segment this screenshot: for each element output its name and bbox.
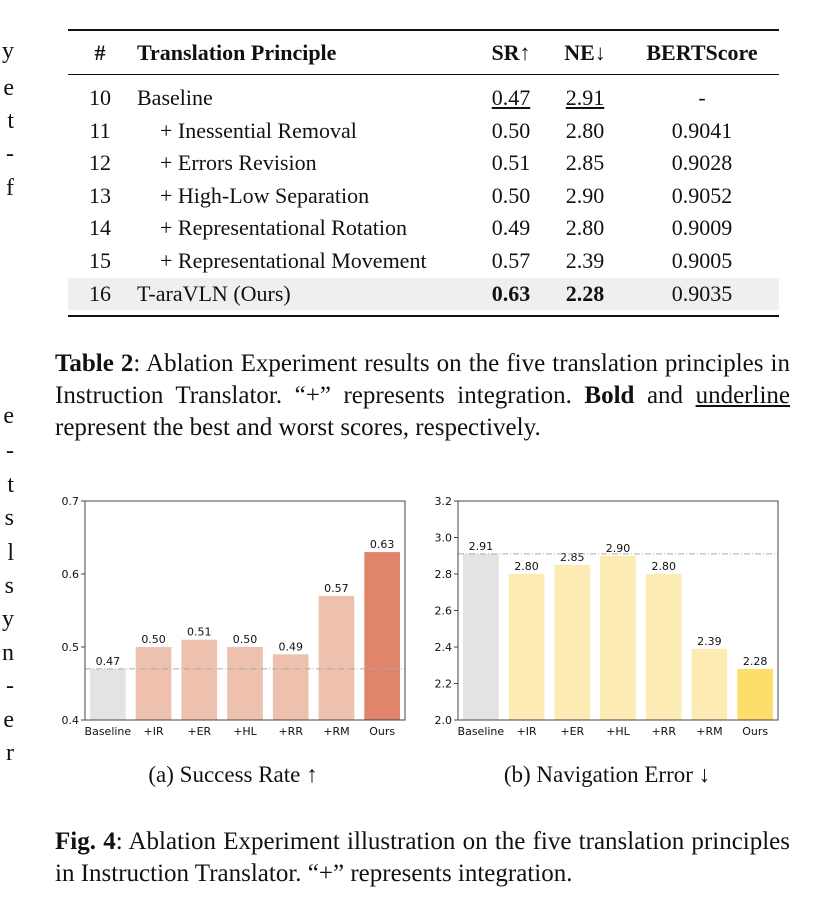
edge-fragment: e: [3, 75, 14, 101]
y-tick-label: 3.2: [434, 495, 452, 508]
bar-value-label: 2.90: [605, 541, 631, 555]
edge-fragment: n: [2, 640, 14, 666]
cell-bert: 0.9052: [671, 182, 733, 208]
edge-fragment: s: [4, 573, 14, 599]
cell-principle: + Errors Revision: [160, 150, 317, 176]
bar-value-label: 2.80: [514, 560, 539, 573]
cell-bert: 0.9035: [671, 280, 733, 306]
y-tick-label: 0.4: [61, 714, 79, 727]
header-bertscore: BERTScore: [646, 40, 758, 65]
cell-sr: 0.50: [491, 182, 531, 208]
edge-fragment: l: [7, 540, 14, 566]
cell-principle: + Representational Rotation: [160, 215, 408, 241]
bar-value-label: 2.28: [742, 654, 768, 668]
bar: [509, 574, 545, 720]
y-tick-label: 2.8: [434, 568, 452, 581]
cell-ne: 2.39: [565, 248, 605, 273]
cell-principle: + Inessential Removal: [160, 117, 357, 143]
cell-bert: -: [698, 85, 706, 110]
x-tick-label: +HL: [233, 725, 257, 738]
table-row: [68, 278, 779, 310]
figure-caption-text: : Ablation Experiment illustration on the five translation principles in Instruction Translator. “+” represents integration.: [55, 828, 791, 887]
edge-fragment: e: [3, 403, 14, 429]
table-bottom-rule: [68, 315, 779, 317]
cell-bert: 0.9028: [671, 150, 733, 176]
table-row: [68, 115, 779, 147]
caption-underline-word: underline: [695, 382, 790, 409]
cell-id: 14: [89, 215, 111, 241]
x-tick-label: Baseline: [457, 725, 505, 738]
x-tick-label: +RR: [278, 725, 303, 738]
x-tick-label: +IR: [143, 725, 164, 738]
bar-value-label: 0.50: [141, 633, 166, 646]
bar-value-label: 0.50: [232, 633, 258, 646]
table-header-rule: [68, 74, 779, 75]
bar-value-label: 2.91: [468, 539, 494, 553]
cell-sr: 0.51: [491, 150, 531, 176]
bar-value-label: 0.63: [369, 538, 395, 552]
y-tick-label: 2.0: [434, 714, 452, 727]
y-tick-label: 2.4: [434, 641, 452, 654]
cell-id: 13: [89, 182, 111, 208]
cell-ne: 2.80: [565, 117, 605, 143]
cell-principle: Baseline: [137, 85, 213, 110]
bar: [364, 552, 400, 720]
x-tick-label: Baseline: [84, 725, 132, 738]
y-tick-label: 0.7: [61, 495, 79, 508]
table-caption: [55, 348, 790, 444]
figure-caption-label: Fig. 4: [55, 828, 116, 855]
cell-sr: 0.47: [491, 85, 531, 110]
bar: [646, 574, 682, 720]
x-tick-label: +ER: [187, 725, 212, 738]
cell-ne: 2.90: [565, 182, 605, 208]
header-principle: Translation Principle: [137, 40, 337, 65]
edge-fragment: s: [4, 505, 14, 531]
table-row: [68, 147, 779, 179]
table-row: [68, 245, 779, 277]
cell-bert: 0.9009: [671, 215, 733, 241]
cell-ne: 2.28: [565, 280, 605, 306]
y-tick-label: 0.5: [61, 641, 79, 654]
cell-sr: 0.50: [491, 117, 531, 143]
bar: [181, 640, 217, 720]
cell-principle: T-araVLN (Ours): [137, 280, 291, 306]
header-ne: NE↓: [564, 40, 606, 65]
y-tick-label: 2.6: [434, 604, 452, 618]
table-caption-label: Table 2: [55, 350, 134, 377]
bar: [227, 647, 263, 720]
caption-bold-word: Bold: [584, 382, 635, 409]
x-tick-label: +RM: [696, 725, 723, 738]
bar-value-label: 0.49: [278, 640, 303, 654]
edge-fragment: t: [7, 108, 14, 134]
bar: [737, 669, 773, 720]
edge-fragment: y: [2, 38, 14, 64]
table-top-rule: [68, 29, 779, 31]
navigation-error-chart: [413, 490, 793, 750]
bar-value-label: 0.47: [95, 654, 121, 668]
figure-caption: [55, 826, 790, 890]
cell-id: 15: [89, 248, 111, 273]
edge-fragment: t: [7, 472, 14, 498]
edge-fragment: f: [6, 175, 14, 201]
table-row: [68, 212, 779, 244]
edge-fragment: -: [6, 673, 14, 699]
bar-value-label: 0.57: [324, 581, 349, 595]
cell-principle: + High-Low Separation: [160, 182, 370, 208]
cell-sr: 0.63: [491, 280, 531, 306]
cell-bert: 0.9041: [671, 117, 733, 143]
caption-text: represent the best and worst scores, respectively.: [55, 414, 541, 441]
caption-text: : Ablation Experiment results on the five translation principles in Instruction Translator. “+” represents integration.: [55, 350, 791, 409]
bar-value-label: 2.39: [697, 634, 722, 648]
table-row: [68, 180, 779, 212]
cell-id: 12: [89, 150, 111, 176]
bar: [319, 596, 355, 720]
x-tick-label: +HL: [606, 725, 630, 738]
y-tick-label: 2.2: [434, 677, 452, 691]
cell-ne: 2.85: [565, 150, 605, 176]
cell-id: 16: [89, 280, 111, 306]
success-rate-chart: [40, 490, 420, 750]
cell-id: 10: [89, 85, 111, 110]
header-sr: SR↑: [491, 40, 531, 65]
cell-bert: 0.9005: [671, 248, 733, 273]
cell-principle: + Representational Movement: [160, 248, 427, 273]
bar: [554, 565, 590, 720]
x-tick-label: Ours: [742, 725, 769, 738]
subfigure-a-caption: (a) Success Rate ↑: [148, 762, 318, 787]
x-tick-label: +ER: [560, 725, 585, 738]
cell-sr: 0.57: [491, 248, 531, 273]
bar: [273, 654, 309, 720]
edge-fragment: y: [2, 606, 14, 632]
header-id: #: [94, 40, 106, 65]
bar: [90, 669, 126, 720]
y-tick-label: 3.0: [434, 531, 452, 545]
x-tick-label: Ours: [369, 725, 396, 738]
x-tick-label: +RM: [323, 725, 350, 738]
cell-id: 11: [89, 117, 111, 143]
bar: [692, 649, 728, 720]
bar: [136, 647, 172, 720]
subfigure-b-caption: (b) Navigation Error ↓: [503, 762, 711, 787]
x-tick-label: +IR: [516, 725, 537, 738]
y-tick-label: 0.6: [61, 568, 79, 581]
bar: [600, 556, 636, 720]
table-row: [68, 82, 779, 114]
bar-value-label: 0.51: [187, 625, 212, 639]
edge-fragment: e: [3, 707, 14, 733]
caption-text: and: [634, 382, 696, 409]
bar: [463, 554, 499, 720]
table-header: [68, 37, 779, 69]
cell-ne: 2.91: [565, 85, 605, 110]
bar-value-label: 2.80: [651, 560, 676, 573]
cell-sr: 0.49: [491, 215, 531, 241]
cell-ne: 2.80: [565, 215, 605, 241]
edge-fragment: r: [6, 740, 14, 766]
edge-fragment: -: [6, 141, 14, 167]
x-tick-label: +RR: [651, 725, 676, 738]
edge-fragment: -: [6, 438, 14, 464]
bar-value-label: 2.85: [560, 550, 585, 564]
